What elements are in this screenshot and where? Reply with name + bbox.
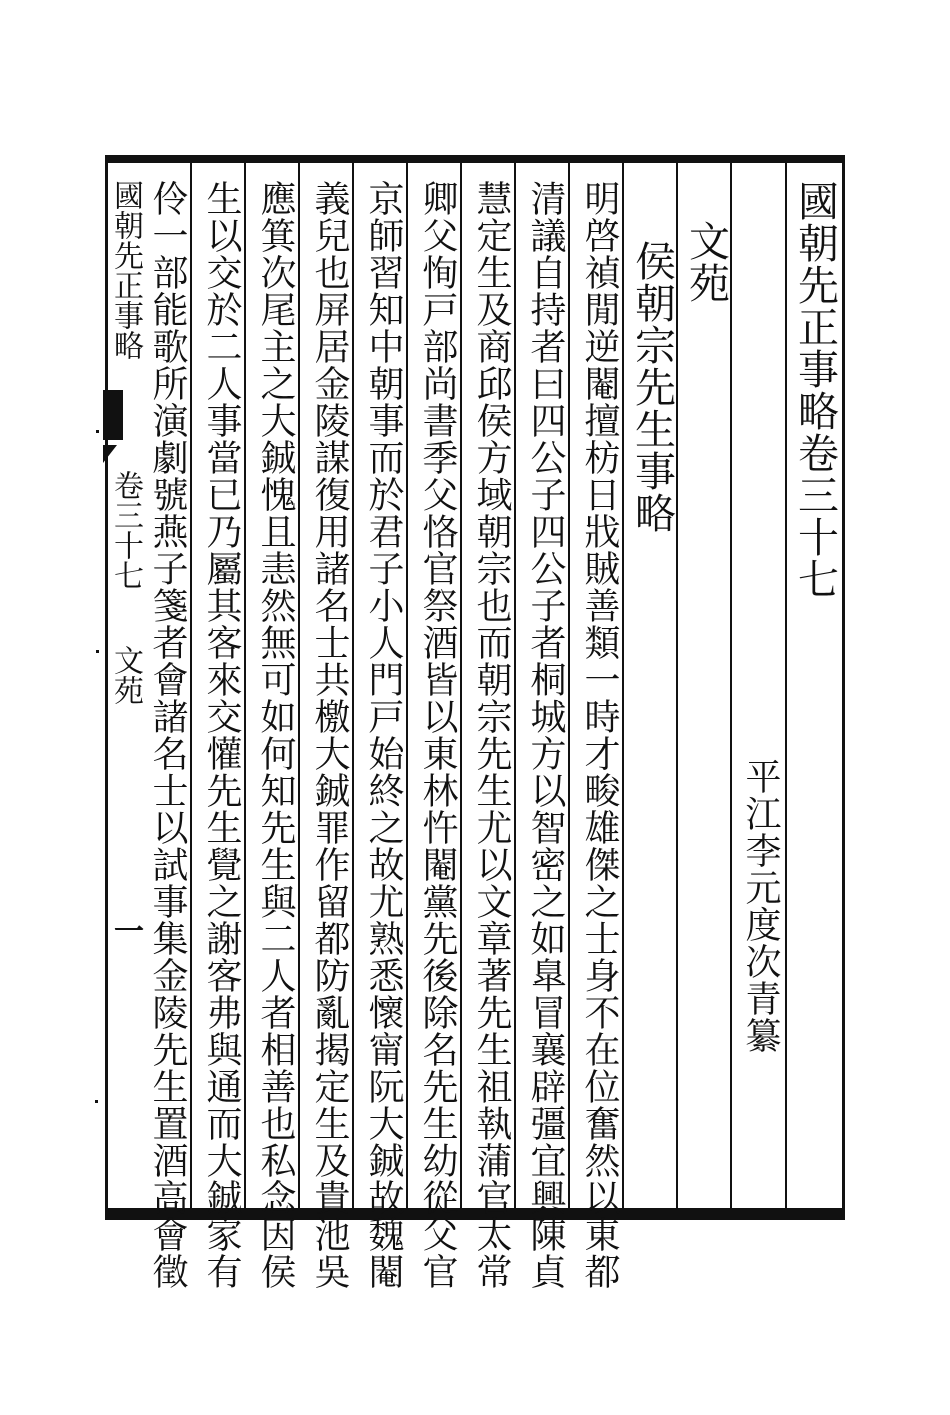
column-rule (352, 163, 354, 1208)
fish-tail-mark (103, 390, 123, 440)
column-rule (622, 163, 624, 1208)
section-heading: 文苑 (682, 220, 730, 304)
volume-title: 國朝先正事略卷三十七 (791, 180, 839, 600)
compiler-attribution: 平江李元度次青纂 (740, 758, 781, 1054)
column-rule (514, 163, 516, 1208)
column-rule (298, 163, 300, 1208)
margin-section: 文苑 (108, 645, 143, 705)
body-text-column: 生以交於二人事當已乃屬其客來交懽先生覺之謝客弗與通而大鋮家有 (201, 180, 242, 1290)
column-rule (406, 163, 408, 1208)
body-text-column: 明啓禎閒逆閹擅枋日戕賊善類一時才畯雄傑之士身不在位奮然以東都 (579, 180, 620, 1290)
body-text-column: 義兒也屏居金陵謀復用諸名士共檄大鋮罪作留都防亂揭定生及貴池吳 (309, 180, 350, 1290)
ink-speck (95, 1100, 98, 1103)
column-rule (460, 163, 462, 1208)
body-text-column: 應箕次尾主之大鋮愧且恚然無可如何知先生與二人者相善也私念因侯 (255, 180, 296, 1290)
ink-speck (96, 430, 99, 433)
margin-volume: 卷三十七 (108, 470, 143, 590)
article-title: 侯朝宗先生事略 (628, 240, 676, 534)
body-text-column: 慧定生及商邱侯方域朝宗也而朝宗先生尤以文章著先生祖執蒲官太常 (471, 180, 512, 1290)
body-text-column: 京師習知中朝事而於君子小人門戸始終之故尤熟悉懷甯阮大鋮故魏閹 (363, 180, 404, 1290)
margin-page-number: 一 (108, 915, 143, 945)
column-rule (730, 163, 732, 1208)
body-text-column: 卿父恂戸部尚書季父恪官祭酒皆以東林忤閹黨先後除名先生幼從父官 (417, 180, 458, 1290)
column-rule (190, 163, 192, 1208)
column-rule (244, 163, 246, 1208)
ink-speck (96, 650, 99, 653)
column-rule (785, 163, 787, 1208)
margin-book-title: 國朝先正事略 (108, 180, 143, 360)
column-rule (568, 163, 570, 1208)
body-text-column: 伶一部能歌所演劇號燕子箋者會諸名士以試事集金陵先生置酒高會徵 (147, 180, 188, 1290)
body-text-column: 清議自持者曰四公子四公子者桐城方以智密之如臯冒襄辟彊宜興陳貞 (525, 180, 566, 1290)
